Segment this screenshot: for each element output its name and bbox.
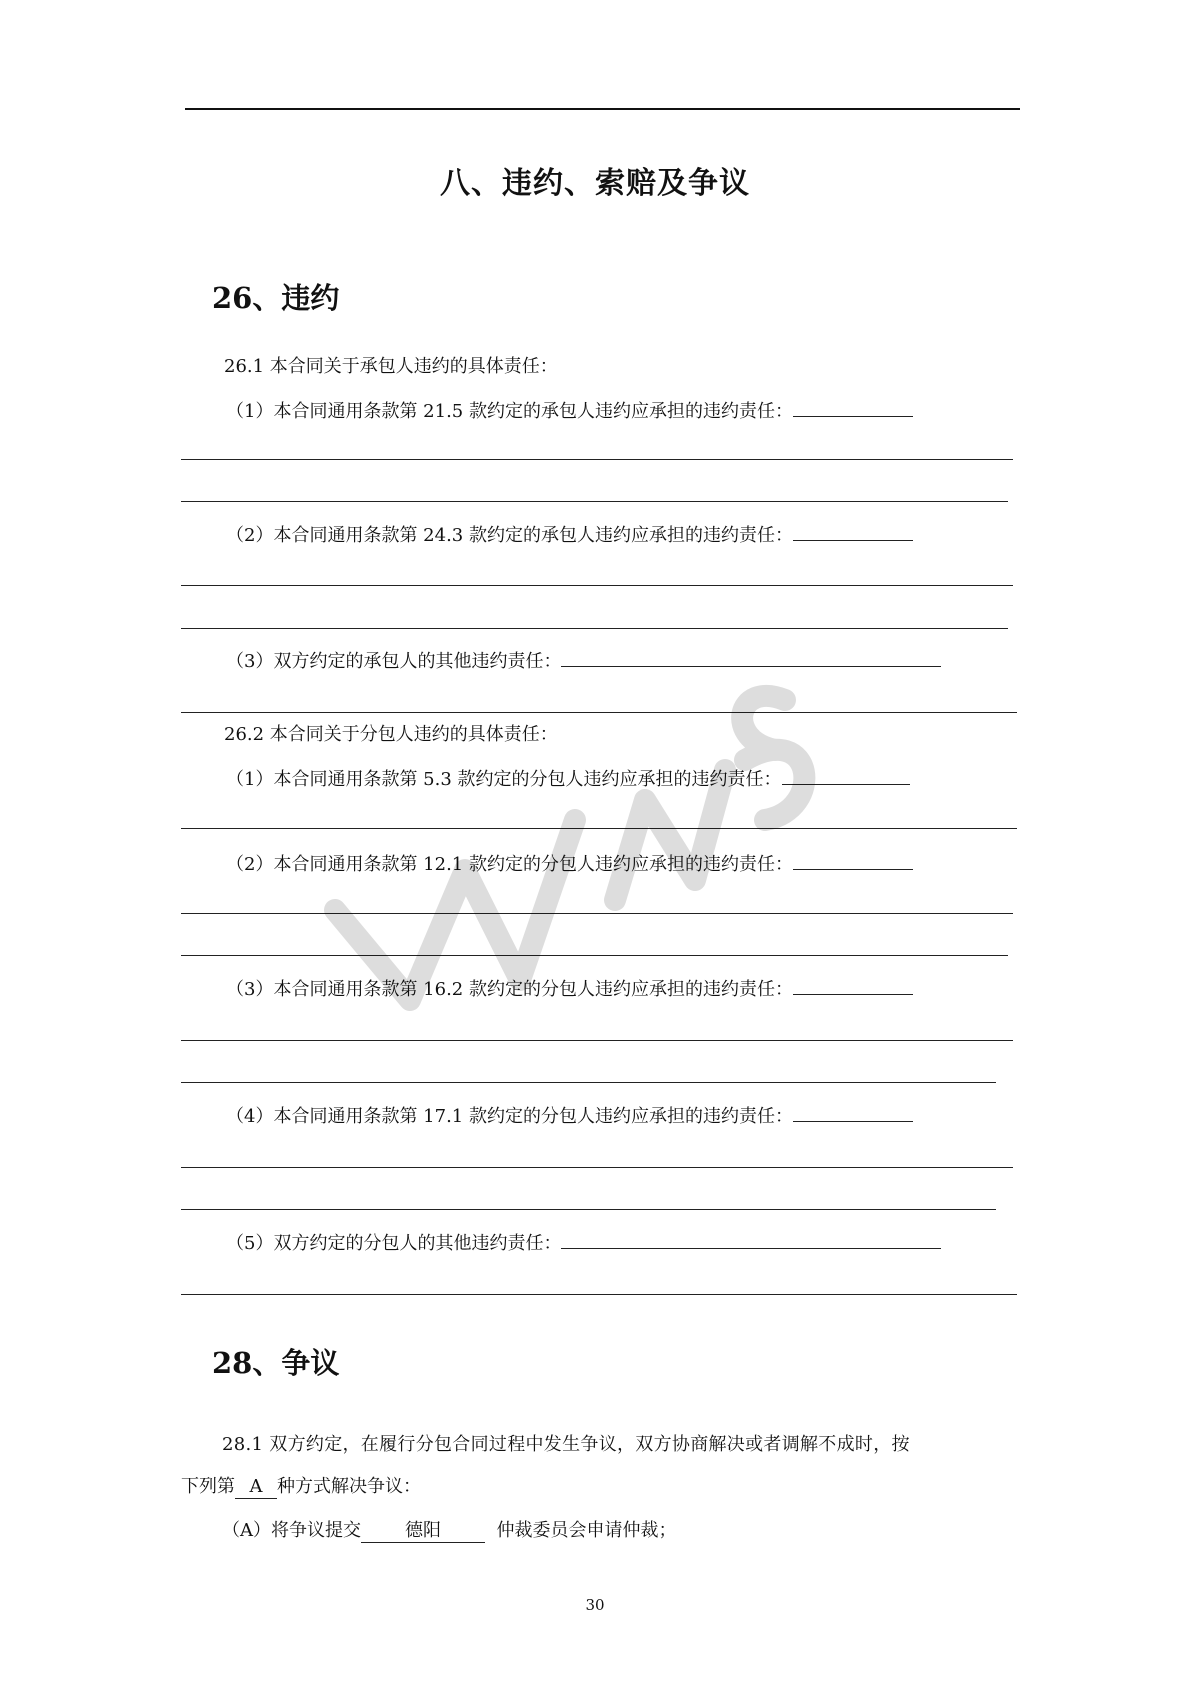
wps-watermark-icon [315,680,835,1020]
item-26-1-3 [226,650,941,673]
answer-line [181,501,1008,502]
item-26-2-5 [226,1232,941,1255]
item-26-2-4 [226,1105,913,1128]
item-label: （4）本合同通用条款第 17.1 款约定的分包人违约应承担的违约责任： [226,1106,793,1127]
answer-line [181,459,1013,460]
blank-field[interactable] [793,1105,913,1122]
answer-line [181,1167,1013,1168]
option-a-prefix: （A）将争议提交 [222,1520,361,1541]
line2-prefix: 下列第 [181,1476,235,1497]
blank-field[interactable] [793,400,913,417]
item-label: （2）本合同通用条款第 24.3 款约定的承包人违约应承担的违约责任： [226,525,793,546]
item-label: （3）本合同通用条款第 16.2 款约定的分包人违约应承担的违约责任： [226,979,793,1000]
header-rule [185,108,1020,110]
answer-line [181,1082,996,1083]
heading-28: 28、争议 [212,1346,340,1380]
line2-suffix: 种方式解决争议： [277,1476,421,1497]
answer-line [181,1040,1013,1041]
answer-line [181,1209,996,1210]
page-number: 30 [585,1596,605,1614]
city-field[interactable]: 德阳 [361,1520,485,1543]
option-a-suffix: 仲裁委员会申请仲裁； [496,1520,677,1541]
answer-line [181,628,1008,629]
para-26-2-intro: 26.2 本合同关于分包人违约的具体责任： [224,724,558,745]
item-label: （1）本合同通用条款第 5.3 款约定的分包人违约应承担的违约责任： [226,769,782,790]
blank-field[interactable] [793,524,913,541]
option-a [222,1520,676,1543]
blank-field[interactable] [561,650,941,667]
para-28-1-line1: 28.1 双方约定，在履行分包合同过程中发生争议，双方协商解决或者调解不成时，按 [222,1434,910,1455]
item-label: （2）本合同通用条款第 12.1 款约定的分包人违约应承担的违约责任： [226,854,793,875]
section-title: 八、违约、索赔及争议 [440,166,750,201]
para-28-1-line2 [181,1476,421,1499]
heading-26: 26、违约 [212,281,340,315]
item-label: （3）双方约定的承包人的其他违约责任： [226,651,562,672]
para-26-1-intro: 26.1 本合同关于承包人违约的具体责任： [224,356,558,377]
item-label: （5）双方约定的分包人的其他违约责任： [226,1233,562,1254]
item-26-1-1 [226,400,913,423]
item-26-1-2 [226,524,913,547]
item-label: （1）本合同通用条款第 21.5 款约定的承包人违约应承担的违约责任： [226,401,793,422]
blank-field[interactable] [561,1232,941,1249]
answer-line [181,1294,1017,1295]
choice-field[interactable]: A [235,1476,277,1499]
answer-line [181,585,1013,586]
